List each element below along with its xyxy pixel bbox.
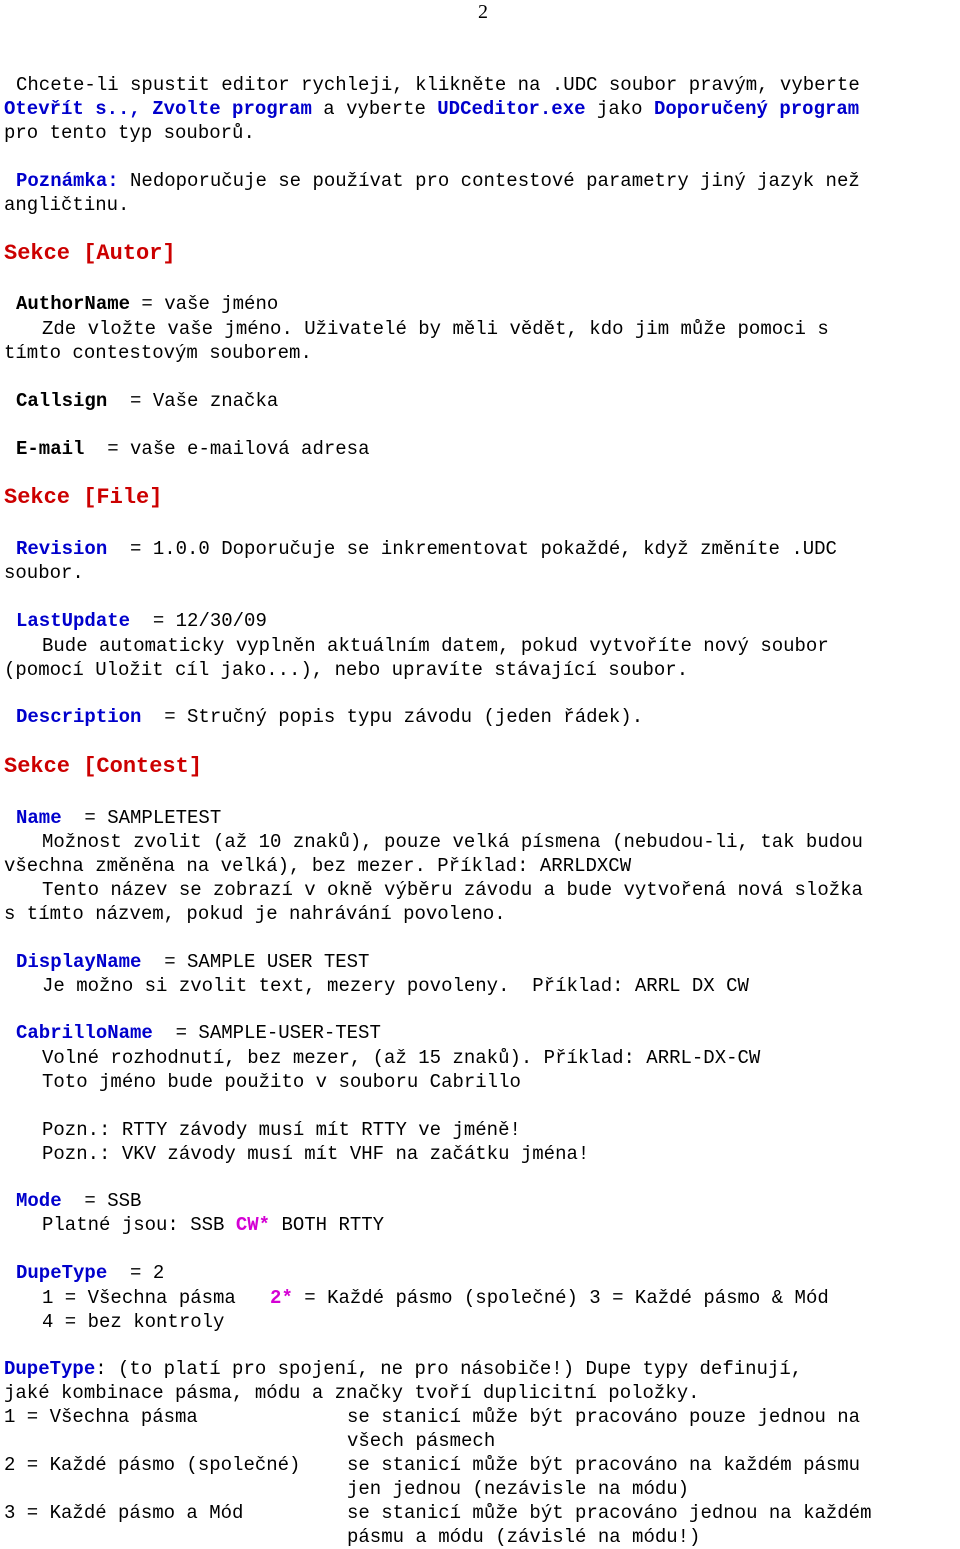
email-key: E-mail <box>16 438 85 460</box>
dupetype-row-type: 1 = Všechna pásma <box>4 1406 198 1428</box>
name-desc-4: s tímto názvem, pokud je nahrávání povoleno. <box>4 903 506 925</box>
name-desc-2: všechna změněna na velká), bez mezer. Příklad: ARRLDXCW <box>4 855 632 877</box>
description-line: Description = Stručný popis typu závodu (jeden řádek). <box>16 706 644 728</box>
mode-line: Mode = SSB <box>16 1190 142 1212</box>
page-number: 2 <box>478 1 488 23</box>
note-vhf: Pozn.: VKV závody musí mít VHF na začátku jména! <box>42 1143 590 1165</box>
dupetype-key: DupeType <box>16 1262 108 1284</box>
dupetype-expl-line-1: DupeType: (to platí pro spojení, ne pro násobiče!) Dupe typy definují, <box>4 1358 803 1380</box>
description-key: Description <box>16 706 142 728</box>
dupetype-options-1: 1 = Všechna pásma 2* = Každé pásmo (společné) 3 = Každé pásmo & Mód <box>42 1287 829 1309</box>
callsign-key: Callsign <box>16 390 108 412</box>
cabrilloname-line: CabrilloName = SAMPLE-USER-TEST <box>16 1022 381 1044</box>
intro-line-1: Chcete-li spustit editor rychleji, klikněte na .UDC soubor pravým, vyberte <box>16 74 860 96</box>
cabrilloname-key: CabrilloName <box>16 1022 153 1044</box>
callsign-line: Callsign = Vaše značka <box>16 390 279 412</box>
displayname-line: DisplayName = SAMPLE USER TEST <box>16 951 370 973</box>
name-line: Name = SAMPLETEST <box>16 807 222 829</box>
intro-line-2: Otevřít s.., Zvolte program a vyberte UDCeditor.exe jako Doporučený program <box>4 98 860 120</box>
mode-desc: Platné jsou: SSB CW* BOTH RTTY <box>42 1214 385 1236</box>
revision-key: Revision <box>16 538 108 560</box>
dupetype-line: DupeType = 2 <box>16 1262 165 1284</box>
dupetype-row-desc: pásmu a módu (závislé na módu!) <box>347 1526 701 1548</box>
displayname-desc: Je možno si zvolit text, mezery povoleny. Příklad: ARRL DX CW <box>42 975 749 997</box>
revision-line: Revision = 1.0.0 Doporučuje se inkrementovat pokaždé, když změníte .UDC <box>16 538 837 560</box>
dupetype-row-type: 2 = Každé pásmo (společné) <box>4 1454 301 1476</box>
section-heading-autor: Sekce [Autor] <box>4 241 176 266</box>
name-key: Name <box>16 807 62 829</box>
recommended-program-link: Doporučený program <box>653 98 860 120</box>
dupetype-expl-label: DupeType <box>4 1358 96 1380</box>
lastupdate-desc-2: (pomocí Uložit cíl jako...), nebo upravíte stávající soubor. <box>4 659 689 681</box>
dupetype-row-type: 3 = Každé pásmo a Mód <box>4 1502 244 1524</box>
dupetype-row-desc: se stanicí může být pracováno na každém pásmu <box>347 1454 861 1476</box>
mode-key: Mode <box>16 1190 62 1212</box>
section-heading-file: Sekce [File] <box>4 485 163 510</box>
email-line: E-mail = vaše e-mailová adresa <box>16 438 370 460</box>
note-line-1: Poznámka: Nedoporučuje se používat pro contestové parametry jiný jazyk než <box>16 170 860 192</box>
lastupdate-key: LastUpdate <box>16 610 131 632</box>
lastupdate-desc-1: Bude automaticky vyplněn aktuálním datem, pokud vytvoříte nový soubor <box>42 635 829 657</box>
cabrilloname-desc-2: Toto jméno bude použito v souboru Cabrillo <box>42 1071 521 1093</box>
section-heading-contest: Sekce [Contest] <box>4 754 203 779</box>
note-rtty: Pozn.: RTTY závody musí mít RTTY ve jméně! <box>42 1119 521 1141</box>
name-desc-1: Možnost zvolit (až 10 znaků), pouze velká písmena (nebudou-li, tak budou <box>42 831 863 853</box>
cabrilloname-desc-1: Volné rozhodnutí, bez mezer, (až 15 znaků). Příklad: ARRL-DX-CW <box>42 1047 761 1069</box>
open-with-link: Otevřít s.., Zvolte program <box>4 98 312 120</box>
revision-line-2: soubor. <box>4 562 84 584</box>
authorname-line: AuthorName = vaše jméno <box>16 293 279 315</box>
name-desc-3: Tento název se zobrazí v okně výběru závodu a bude vytvořená nová složka <box>42 879 863 901</box>
dupetype-row-desc: se stanicí může být pracováno jednou na každém <box>347 1502 872 1524</box>
authorname-desc-1: Zde vložte vaše jméno. Uživatelé by měli vědět, kdo jim může pomoci s <box>42 318 829 340</box>
authorname-key: AuthorName <box>16 293 131 315</box>
dupetype-expl-line-2: jaké kombinace pásma, módu a značky tvoří duplicitní položky. <box>4 1382 700 1404</box>
authorname-desc-2: tímto contestovým souborem. <box>4 342 312 364</box>
displayname-key: DisplayName <box>16 951 142 973</box>
udceditor-link: UDCeditor.exe <box>437 98 586 120</box>
dupetype-row-desc: se stanicí může být pracováno pouze jednou na <box>347 1406 861 1428</box>
note-line-2: angličtinu. <box>4 194 130 216</box>
dupetype-row-desc: všech pásmech <box>347 1430 496 1452</box>
note-label: Poznámka: <box>16 170 119 192</box>
lastupdate-line: LastUpdate = 12/30/09 <box>16 610 267 632</box>
dupetype-options-2: 4 = bez kontroly <box>42 1311 225 1333</box>
mode-default-value: CW* <box>235 1214 271 1236</box>
dupetype-row-desc: jen jednou (nezávisle na módu) <box>347 1478 690 1500</box>
intro-line-3: pro tento typ souborů. <box>4 122 255 144</box>
dupetype-default-value: 2* <box>270 1287 293 1309</box>
